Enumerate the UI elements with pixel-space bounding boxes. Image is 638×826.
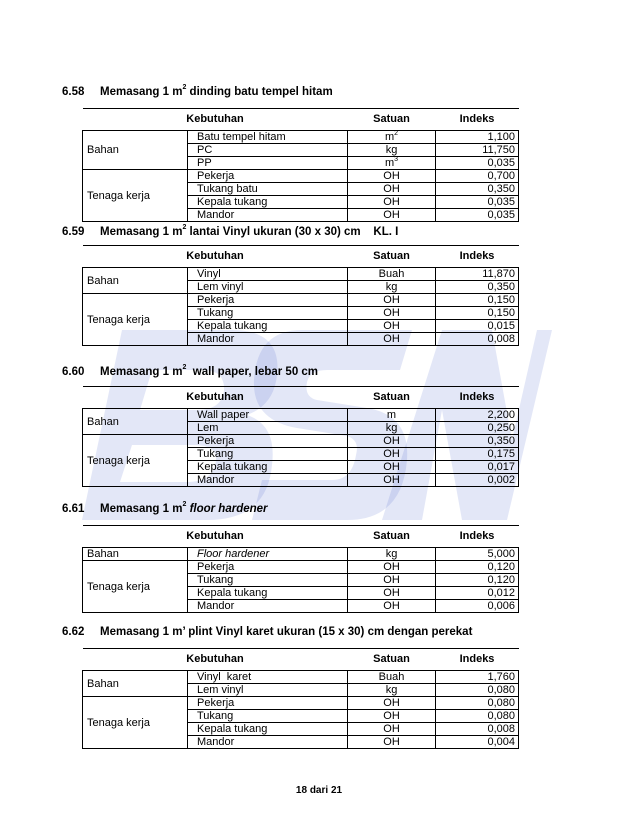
item-cell: Vinyl xyxy=(188,268,348,281)
item-cell: PP xyxy=(188,157,348,170)
item-cell: Lem vinyl xyxy=(188,281,348,294)
category-cell: Tenaga kerja xyxy=(83,170,188,222)
unit-cell: OH xyxy=(348,170,436,183)
index-cell: 0,035 xyxy=(436,196,519,209)
unit-cell: OH xyxy=(348,561,436,574)
index-cell: 1,100 xyxy=(436,131,519,144)
index-cell: 0,120 xyxy=(436,561,519,574)
item-cell: Kepala tukang xyxy=(188,587,348,600)
unit-cell: OH xyxy=(348,307,436,320)
item-cell: Vinyl karet xyxy=(188,671,348,684)
header-indeks: Indeks xyxy=(436,109,519,131)
unit-cell: kg xyxy=(348,281,436,294)
header-indeks: Indeks xyxy=(436,387,519,409)
category-cell: Bahan xyxy=(83,409,188,435)
unit-cell: OH xyxy=(348,294,436,307)
header-kebutuhan: Kebutuhan xyxy=(83,246,348,268)
index-cell: 0,035 xyxy=(436,157,519,170)
header-indeks: Indeks xyxy=(436,246,519,268)
section-title: Memasang 1 $m^2$ dinding batu tempel hitam xyxy=(100,84,333,98)
table-row xyxy=(83,294,519,307)
item-cell: Pekerja xyxy=(188,435,348,448)
table-row xyxy=(83,548,519,561)
requirements-table xyxy=(82,648,519,749)
requirements-table xyxy=(82,386,519,487)
table-row xyxy=(83,170,519,183)
unit-cell: OH xyxy=(348,697,436,710)
index-cell: 0,017 xyxy=(436,461,519,474)
category-cell: Bahan xyxy=(83,131,188,170)
index-cell: 0,002 xyxy=(436,474,519,487)
index-cell: 0,080 xyxy=(436,684,519,697)
index-cell: 0,035 xyxy=(436,209,519,222)
item-cell: Tukang batu xyxy=(188,183,348,196)
index-cell: 0,008 xyxy=(436,723,519,736)
unit-cell: OH xyxy=(348,461,436,474)
section-heading xyxy=(0,84,638,100)
header-satuan: Satuan xyxy=(348,109,436,131)
item-cell: Mandor xyxy=(188,736,348,749)
header-kebutuhan: Kebutuhan xyxy=(83,649,348,671)
unit-cell: OH xyxy=(348,333,436,346)
index-cell: 1,760 xyxy=(436,671,519,684)
header-indeks: Indeks xyxy=(436,649,519,671)
header-satuan: Satuan xyxy=(348,387,436,409)
header-satuan: Satuan xyxy=(348,649,436,671)
item-cell: Tukang xyxy=(188,574,348,587)
category-cell: Tenaga kerja xyxy=(83,294,188,346)
unit-cell: kg xyxy=(348,684,436,697)
unit-cell: OH xyxy=(348,600,436,613)
index-cell: 0,006 xyxy=(436,600,519,613)
index-cell: 11,750 xyxy=(436,144,519,157)
item-cell: Tukang xyxy=(188,710,348,723)
unit-cell: OH xyxy=(348,710,436,723)
item-cell: Lem vinyl xyxy=(188,684,348,697)
section-number: 6.59 xyxy=(62,226,85,238)
category-cell: Tenaga kerja xyxy=(83,697,188,749)
index-cell: 0,700 xyxy=(436,170,519,183)
unit-cell: Buah xyxy=(348,671,436,684)
index-cell: 0,150 xyxy=(436,307,519,320)
category-cell: Tenaga kerja xyxy=(83,435,188,487)
header-kebutuhan: Kebutuhan xyxy=(83,526,348,548)
index-cell: 0,350 xyxy=(436,281,519,294)
unit-cell: m xyxy=(348,409,436,422)
section-heading xyxy=(0,364,638,380)
unit-cell: kg xyxy=(348,548,436,561)
index-cell: 0,012 xyxy=(436,587,519,600)
unit-cell: OH xyxy=(348,183,436,196)
item-cell: Tukang xyxy=(188,307,348,320)
item-cell: Pekerja xyxy=(188,170,348,183)
item-cell: Kepala tukang xyxy=(188,723,348,736)
header-satuan: Satuan xyxy=(348,246,436,268)
table-row xyxy=(83,131,519,144)
requirements-table xyxy=(82,245,519,346)
item-cell: Mandor xyxy=(188,600,348,613)
section-title: Memasang 1 $m^2$ wall paper, lebar 50 cm xyxy=(100,364,319,378)
index-cell: 0,008 xyxy=(436,333,519,346)
index-cell: 5,000 xyxy=(436,548,519,561)
index-cell: 0,080 xyxy=(436,697,519,710)
item-cell: Kepala tukang xyxy=(188,320,348,333)
section-title: Memasang 1 $m^2$ lantai Vinyl ukuran (30 x 30) cm KL. I xyxy=(100,224,399,238)
unit-cell: Buah xyxy=(348,268,436,281)
index-cell: 0,120 xyxy=(436,574,519,587)
page-number: 18 dari 21 xyxy=(295,785,343,796)
item-cell: Wall paper xyxy=(188,409,348,422)
header-satuan: Satuan xyxy=(348,526,436,548)
category-cell: Bahan xyxy=(83,671,188,697)
index-cell: 0,350 xyxy=(436,435,519,448)
item-cell: PC xyxy=(188,144,348,157)
item-cell: Mandor xyxy=(188,209,348,222)
index-cell: 11,870 xyxy=(436,268,519,281)
item-cell: Mandor xyxy=(188,333,348,346)
item-cell: Batu tempel hitam xyxy=(188,131,348,144)
unit-cell: kg xyxy=(348,422,436,435)
table-row xyxy=(83,268,519,281)
table-row xyxy=(83,409,519,422)
unit-cell: $m^2$ xyxy=(348,131,436,144)
item-cell: Kepala tukang xyxy=(188,461,348,474)
index-cell: 0,150 xyxy=(436,294,519,307)
header-indeks: Indeks xyxy=(436,526,519,548)
index-cell: 0,250 xyxy=(436,422,519,435)
unit-cell: OH xyxy=(348,435,436,448)
item-cell: Floor hardener xyxy=(188,548,348,561)
unit-cell: OH xyxy=(348,196,436,209)
section-title: Memasang 1 m’ plint Vinyl karet ukuran (15 x 30) cm dengan perekat xyxy=(100,626,473,638)
header-kebutuhan: Kebutuhan xyxy=(83,387,348,409)
index-cell: 0,004 xyxy=(436,736,519,749)
requirements-table xyxy=(82,525,519,613)
section-number: 6.60 xyxy=(62,366,85,378)
unit-cell: OH xyxy=(348,474,436,487)
header-kebutuhan: Kebutuhan xyxy=(83,109,348,131)
unit-cell: OH xyxy=(348,209,436,222)
index-cell: 2,200 xyxy=(436,409,519,422)
category-cell: Bahan xyxy=(83,268,188,294)
unit-cell: $m^3$ xyxy=(348,157,436,170)
index-cell: 0,080 xyxy=(436,710,519,723)
item-cell: Kepala tukang xyxy=(188,196,348,209)
unit-cell: kg xyxy=(348,144,436,157)
table-row xyxy=(83,671,519,684)
category-cell: Tenaga kerja xyxy=(83,561,188,613)
unit-cell: OH xyxy=(348,574,436,587)
item-cell: Pekerja xyxy=(188,561,348,574)
table-row xyxy=(83,561,519,574)
item-cell: Pekerja xyxy=(188,294,348,307)
unit-cell: OH xyxy=(348,320,436,333)
table-row xyxy=(83,697,519,710)
unit-cell: OH xyxy=(348,448,436,461)
unit-cell: OH xyxy=(348,587,436,600)
category-cell: Bahan xyxy=(83,548,188,561)
section-title: Memasang 1 $m^2$ floor hardener xyxy=(100,501,268,515)
table-row xyxy=(83,435,519,448)
section-number: 6.61 xyxy=(62,503,85,515)
item-cell: Mandor xyxy=(188,474,348,487)
unit-cell: OH xyxy=(348,723,436,736)
index-cell: 0,350 xyxy=(436,183,519,196)
item-cell: Tukang xyxy=(188,448,348,461)
requirements-table xyxy=(82,108,519,222)
section-number: 6.62 xyxy=(62,626,85,638)
section-heading xyxy=(0,501,638,517)
item-cell: Pekerja xyxy=(188,697,348,710)
section-number: 6.58 xyxy=(62,86,85,98)
section-heading xyxy=(0,624,638,640)
item-cell: Lem xyxy=(188,422,348,435)
unit-cell: OH xyxy=(348,736,436,749)
section-heading xyxy=(0,224,638,240)
index-cell: 0,175 xyxy=(436,448,519,461)
index-cell: 0,015 xyxy=(436,320,519,333)
